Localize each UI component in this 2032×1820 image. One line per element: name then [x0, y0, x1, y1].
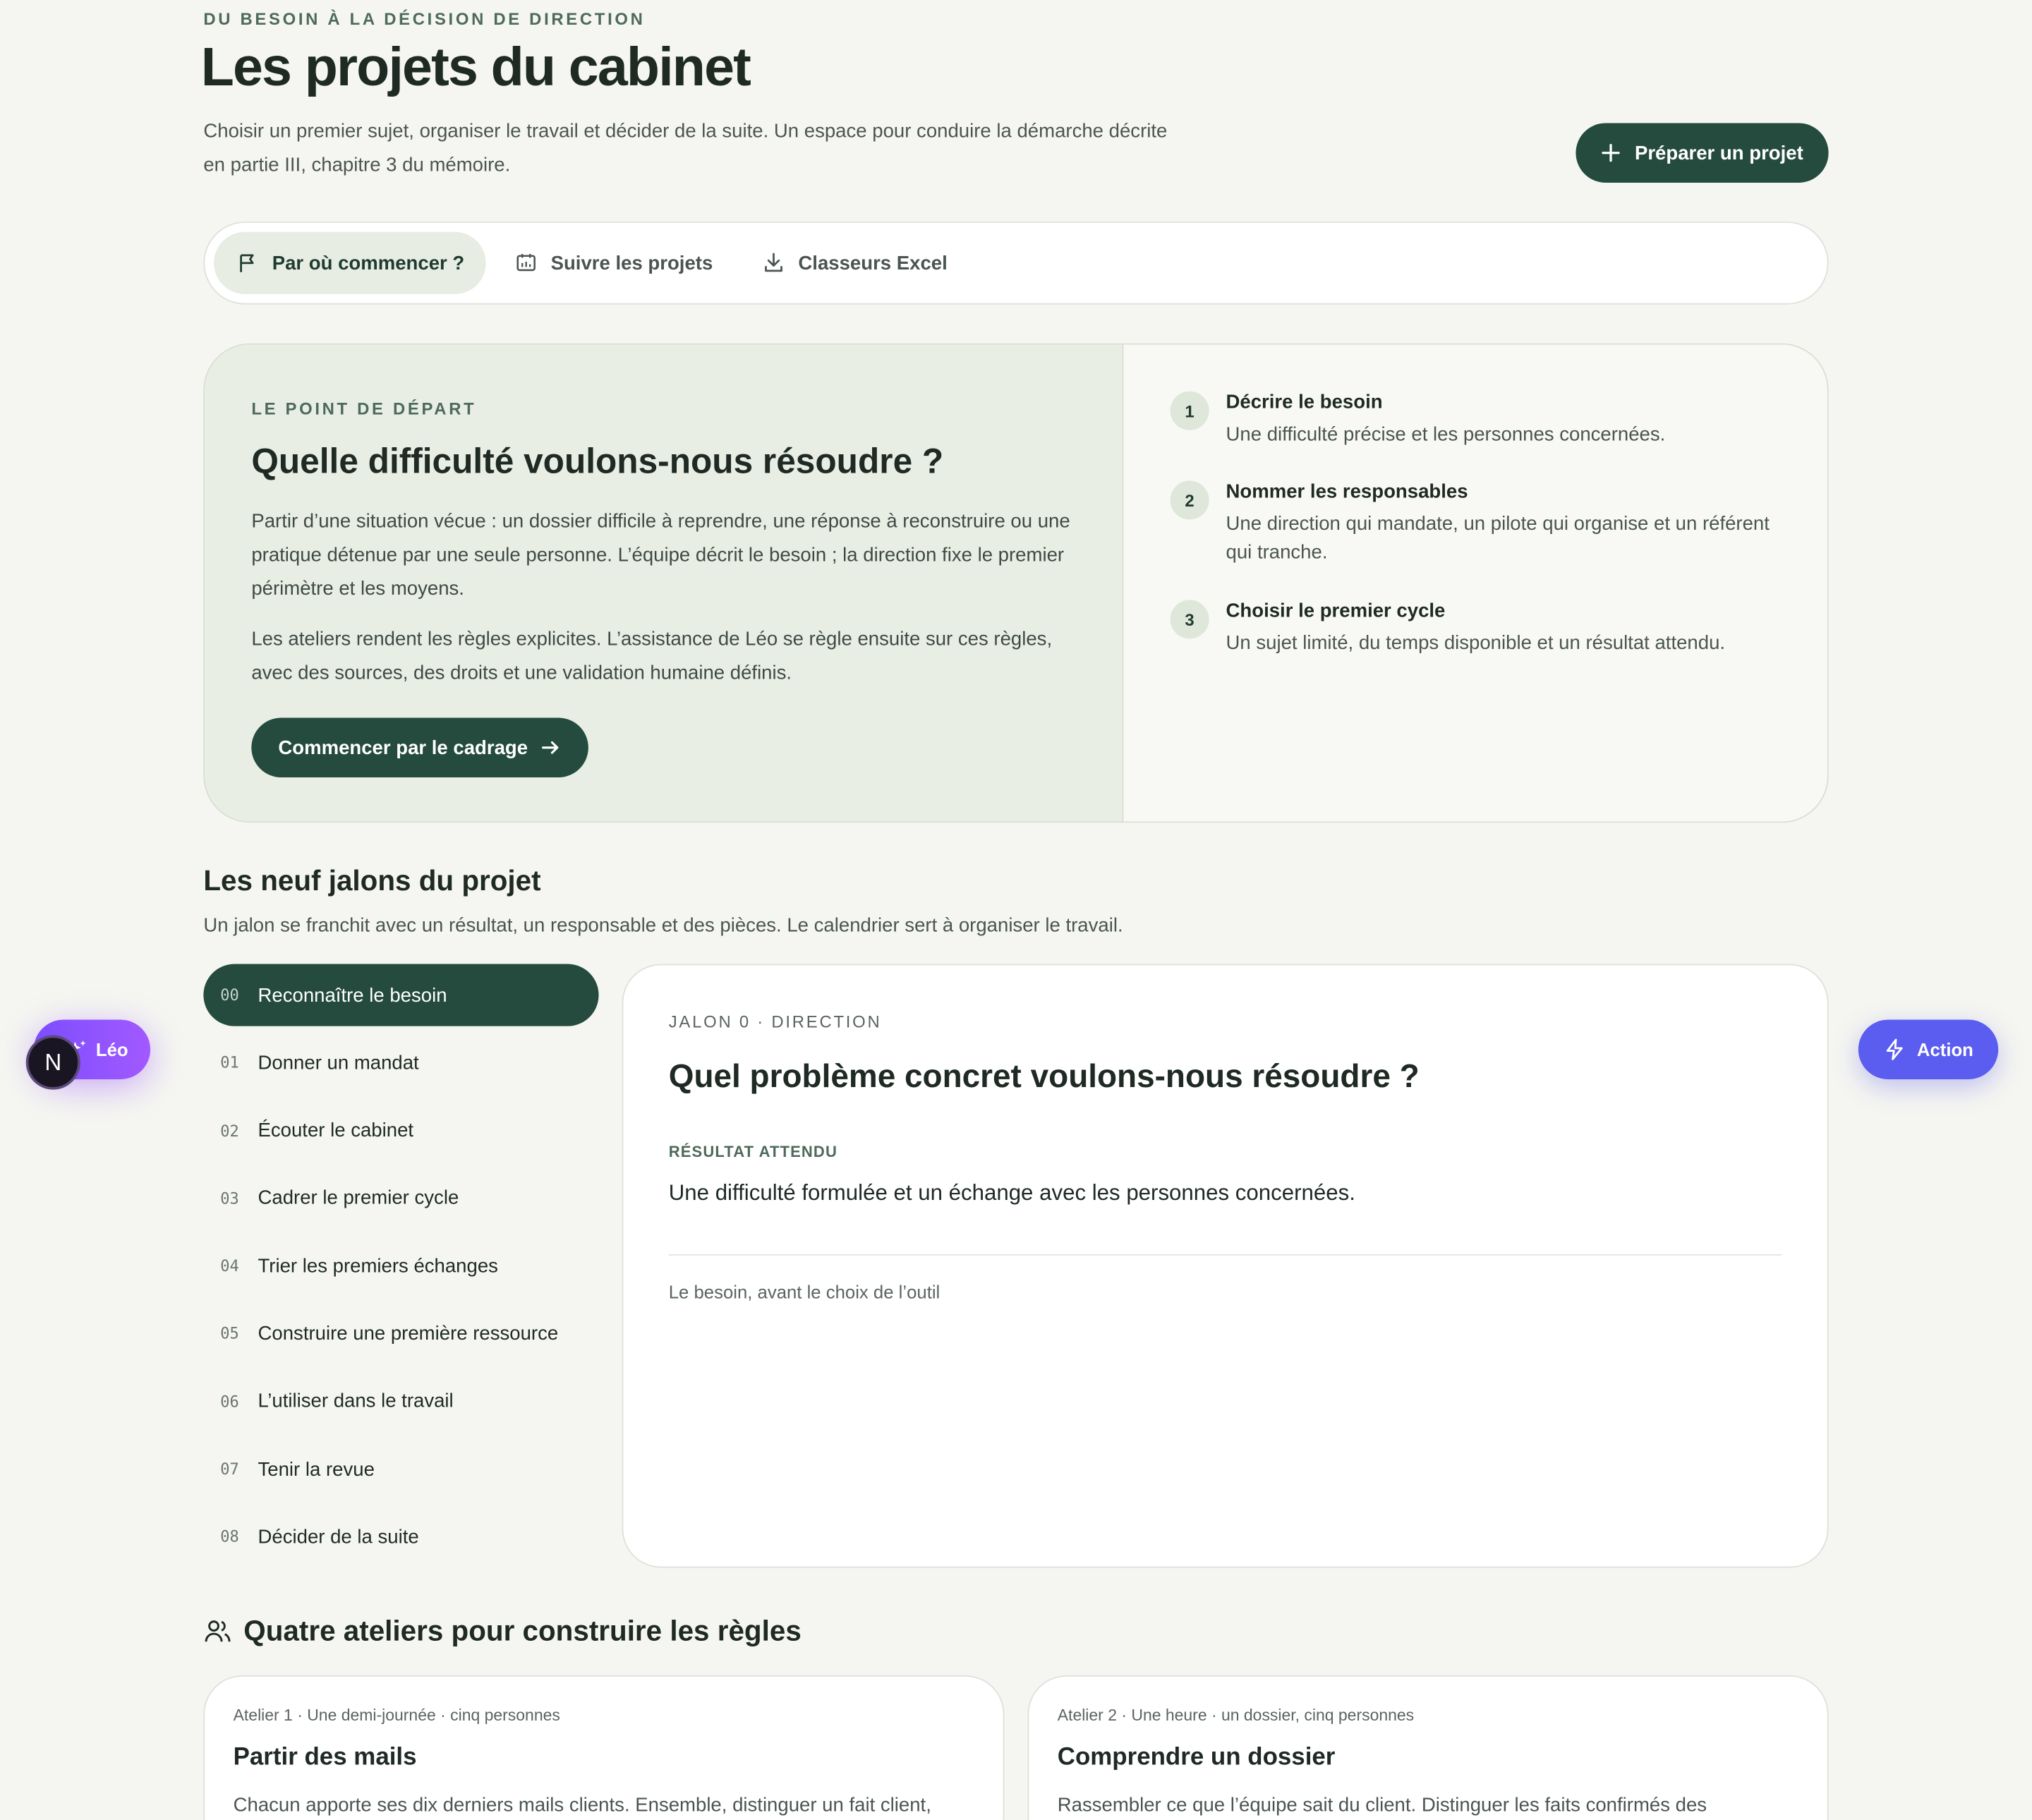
milestone-label: Trier les premiers échanges — [258, 1255, 498, 1278]
lightning-icon — [1883, 1038, 1906, 1061]
start-cadrage-button[interactable] — [251, 718, 588, 777]
workshops-title-text: Quatre ateliers pour construire les règles — [243, 1614, 802, 1647]
milestone-label: Décider de la suite — [258, 1526, 419, 1548]
milestone-detail-title: Quel problème concret voulons-nous résoudre ? — [668, 1058, 1420, 1096]
milestone-item-active[interactable] — [203, 964, 598, 1026]
step-description: Un sujet limité, du temps disponible et un résultat attendu. — [1226, 632, 1726, 655]
milestones-subtitle: Un jalon se franchit avec un résultat, un responsable et des pièces. Le calendrier sert à organiser le travail. — [203, 914, 1123, 937]
milestone-item[interactable] — [203, 1371, 598, 1433]
milestone-item[interactable] — [203, 1235, 598, 1297]
starting-steps — [1123, 345, 1827, 822]
tab-excel-label: Classeurs Excel — [798, 252, 948, 274]
starting-point-eyebrow: LE POINT DE DÉPART — [251, 399, 477, 419]
workshop-title: Comprendre un dossier — [1057, 1744, 1336, 1771]
step-title: Décrire le besoin — [1226, 391, 1383, 413]
tab-start[interactable] — [214, 232, 486, 294]
milestone-label: Cadrer le premier cycle — [258, 1187, 459, 1210]
starting-point-paragraph-2: Les ateliers rendent les règles explicites. L’assistance de Léo se règle ensuite sur ces règles, avec des sources, des droits et une validation humaine définis. — [251, 628, 1053, 684]
workshop-card[interactable] — [203, 1675, 1004, 1820]
milestone-label: Tenir la revue — [258, 1458, 375, 1481]
workshop-meta: Atelier 2 · Une heure · un dossier, cinq personnes — [1057, 1706, 1415, 1725]
expected-result-label: RÉSULTAT ATTENDU — [668, 1142, 837, 1161]
milestone-number: 03 — [220, 1189, 239, 1208]
milestone-number: 07 — [220, 1460, 239, 1479]
prepare-project-label: Préparer un projet — [1634, 142, 1803, 164]
leo-assistant-label: Léo — [95, 1039, 128, 1060]
milestone-detail-footer: Le besoin, avant le choix de l’outil — [668, 1281, 941, 1302]
action-label: Action — [1916, 1039, 1973, 1060]
workshop-text: Rassembler ce que l’équipe sait du client. Distinguer les faits confirmés des — [1057, 1794, 1707, 1817]
step-number: 3 — [1171, 600, 1209, 638]
tab-bar — [203, 222, 1828, 305]
step-number: 2 — [1171, 480, 1209, 519]
expected-result-text: Une difficulté formulée et un échange avec les personnes concernées. — [668, 1180, 1355, 1206]
start-cadrage-label: Commencer par le cadrage — [278, 736, 528, 759]
tab-follow-projects[interactable] — [492, 232, 735, 294]
milestone-label: Écouter le cabinet — [258, 1120, 414, 1142]
tab-excel[interactable] — [740, 232, 969, 294]
milestone-number: 06 — [220, 1393, 239, 1411]
milestone-item[interactable] — [203, 1303, 598, 1365]
milestone-item[interactable] — [203, 1438, 598, 1500]
milestone-list — [203, 964, 598, 1574]
download-icon — [762, 251, 785, 274]
milestone-label: Reconnaître le besoin — [258, 983, 447, 1007]
workshops-title — [203, 1615, 801, 1649]
milestone-number: 04 — [220, 1256, 239, 1275]
users-icon — [203, 1617, 231, 1645]
step-title: Nommer les responsables — [1226, 480, 1468, 503]
milestone-item[interactable] — [203, 1100, 598, 1162]
milestone-item[interactable] — [203, 1032, 598, 1094]
milestone-detail-panel — [622, 964, 1829, 1568]
starting-point-card — [203, 344, 1828, 823]
action-button[interactable] — [1858, 1019, 1998, 1079]
starting-point-title: Quelle difficulté voulons-nous résoudre ? — [251, 442, 944, 481]
milestone-number: 01 — [220, 1053, 239, 1072]
starting-point-intro — [205, 345, 1123, 822]
workshop-title: Partir des mails — [233, 1744, 417, 1771]
tab-start-label: Par où commencer ? — [272, 252, 465, 274]
flag-icon — [236, 251, 259, 274]
step-description: Une direction qui mandate, un pilote qui organise et un référent qui tranche. — [1226, 513, 1770, 564]
milestone-item[interactable] — [203, 1167, 598, 1230]
milestones-title: Les neuf jalons du projet — [203, 864, 541, 897]
tab-follow-projects-label: Suivre les projets — [550, 252, 713, 274]
workshop-card[interactable] — [1028, 1675, 1829, 1820]
calendar-icon — [514, 251, 538, 274]
milestone-label: Donner un mandat — [258, 1052, 419, 1074]
step-number: 1 — [1171, 392, 1209, 430]
workshop-meta: Atelier 1 · Une demi-journée · cinq personnes — [233, 1706, 560, 1725]
plus-icon — [1601, 142, 1621, 163]
step-title: Choisir le premier cycle — [1226, 600, 1446, 622]
milestone-number: 05 — [220, 1324, 239, 1343]
page-title: Les projets du cabinet — [200, 36, 751, 97]
divider — [669, 1254, 1782, 1256]
arrow-right-icon — [540, 737, 561, 758]
page-eyebrow: DU BESOIN À LA DÉCISION DE DIRECTION — [203, 8, 646, 29]
page-subtitle: Choisir un premier sujet, organiser le travail et décider de la suite. Un espace pour conduire la démarche décrite en partie III, chapitre 3 du mémoire. — [203, 120, 1168, 176]
milestone-number: 08 — [220, 1528, 239, 1546]
step-description: Une difficulté précise et les personnes concernées. — [1226, 423, 1666, 446]
milestone-number: 00 — [220, 985, 239, 1005]
milestone-label: L’utiliser dans le travail — [258, 1390, 454, 1413]
milestone-detail-eyebrow: JALON 0 · DIRECTION — [668, 1012, 882, 1032]
milestone-number: 02 — [220, 1121, 239, 1140]
starting-point-paragraph-1: Partir d’une situation vécue : un dossier difficile à reprendre, une réponse à reconstruire ou une pratique détenue par une seule personne. L’équipe décrit le besoin ; la direction fixe le premier périmètre et les moyens. — [251, 510, 1070, 600]
milestone-item[interactable] — [203, 1506, 598, 1568]
milestone-label: Construire une première ressource — [258, 1323, 559, 1345]
prepare-project-button[interactable] — [1576, 123, 1828, 182]
workshop-text: Chacun apporte ses dix derniers mails clients. Ensemble, distinguer un fait client, — [233, 1794, 931, 1817]
avatar[interactable]: N — [26, 1036, 80, 1090]
